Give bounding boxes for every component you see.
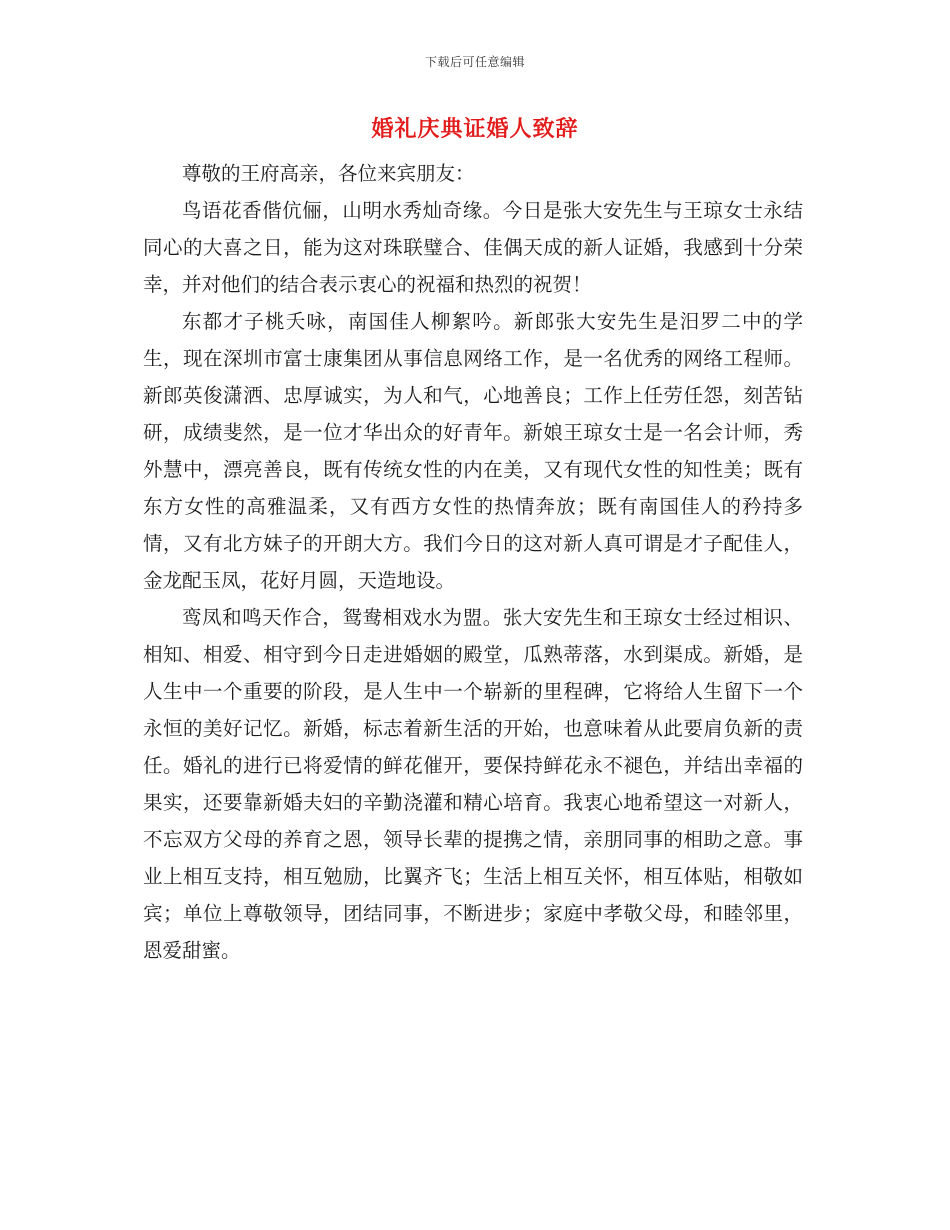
body-paragraph: 鸾凤和鸣天作合，鸳鸯相戏水为盟。张大安先生和王琼女士经过相识、相知、相爱、相守到今日走进婚姻的殿堂，瓜熟蒂落，水到渠成。新婚，是人生中一个重要的阶段，是人生中一个崭新的里程碑，它将给人生留下一个永恒的美好记忆。新婚，标志着新生活的开始，也意味着从此要肩负新的责任。婚礼的进行已将爱情的鲜花催开，要保持鲜花永不褪色，并结出幸福的果实，还要靠新婚夫妇的辛勤浇灌和精心培育。我衷心地希望这一对新人，不忘双方父母的养育之恩，领导长辈的提携之情，亲朋同事的相助之意。事业上相互支持，相互勉励，比翼齐飞；生活上相互关怀，相互体贴，相敬如宾；单位上尊敬领导，团结同事，不断进步；家庭中孝敬父母，和睦邻里，恩爱甜蜜。 [143, 606, 803, 962]
document-title: 婚礼庆典证婚人致辞 [371, 116, 579, 142]
body-paragraph: 鸟语花香偕伉俪，山明水秀灿奇缘。今日是张大安先生与王琼女士永结同心的大喜之日，能为这对珠联璧合、佳偶天成的新人证婚，我感到十分荣幸，并对他们的结合表示衷心的祝福和热烈的祝贺！ [143, 199, 803, 296]
header-note: 下载后可任意编辑 [424, 55, 525, 69]
salutation-paragraph: 尊敬的王府高亲，各位来宾朋友： [182, 162, 475, 185]
body-paragraph: 东都才子桃夭咏，南国佳人柳絮吟。新郎张大安先生是汨罗二中的学生，现在深圳市富士康集团从事信息网络工作，是一名优秀的网络工程师。新郎英俊潇洒、忠厚诚实，为人和气，心地善良；工作上任劳任怨，刻苦钻研，成绩斐然，是一位才华出众的好青年。新娘王琼女士是一名会计师，秀外慧中，漂亮善良，既有传统女性的内在美，又有现代女性的知性美；既有东方女性的高雅温柔，又有西方女性的热情奔放；既有南国佳人的矜持多情，又有北方妹子的开朗大方。我们今日的这对新人真可谓是才子配佳人，金龙配玉凤，花好月圆，天造地设。 [143, 310, 803, 592]
document-body [143, 155, 803, 969]
